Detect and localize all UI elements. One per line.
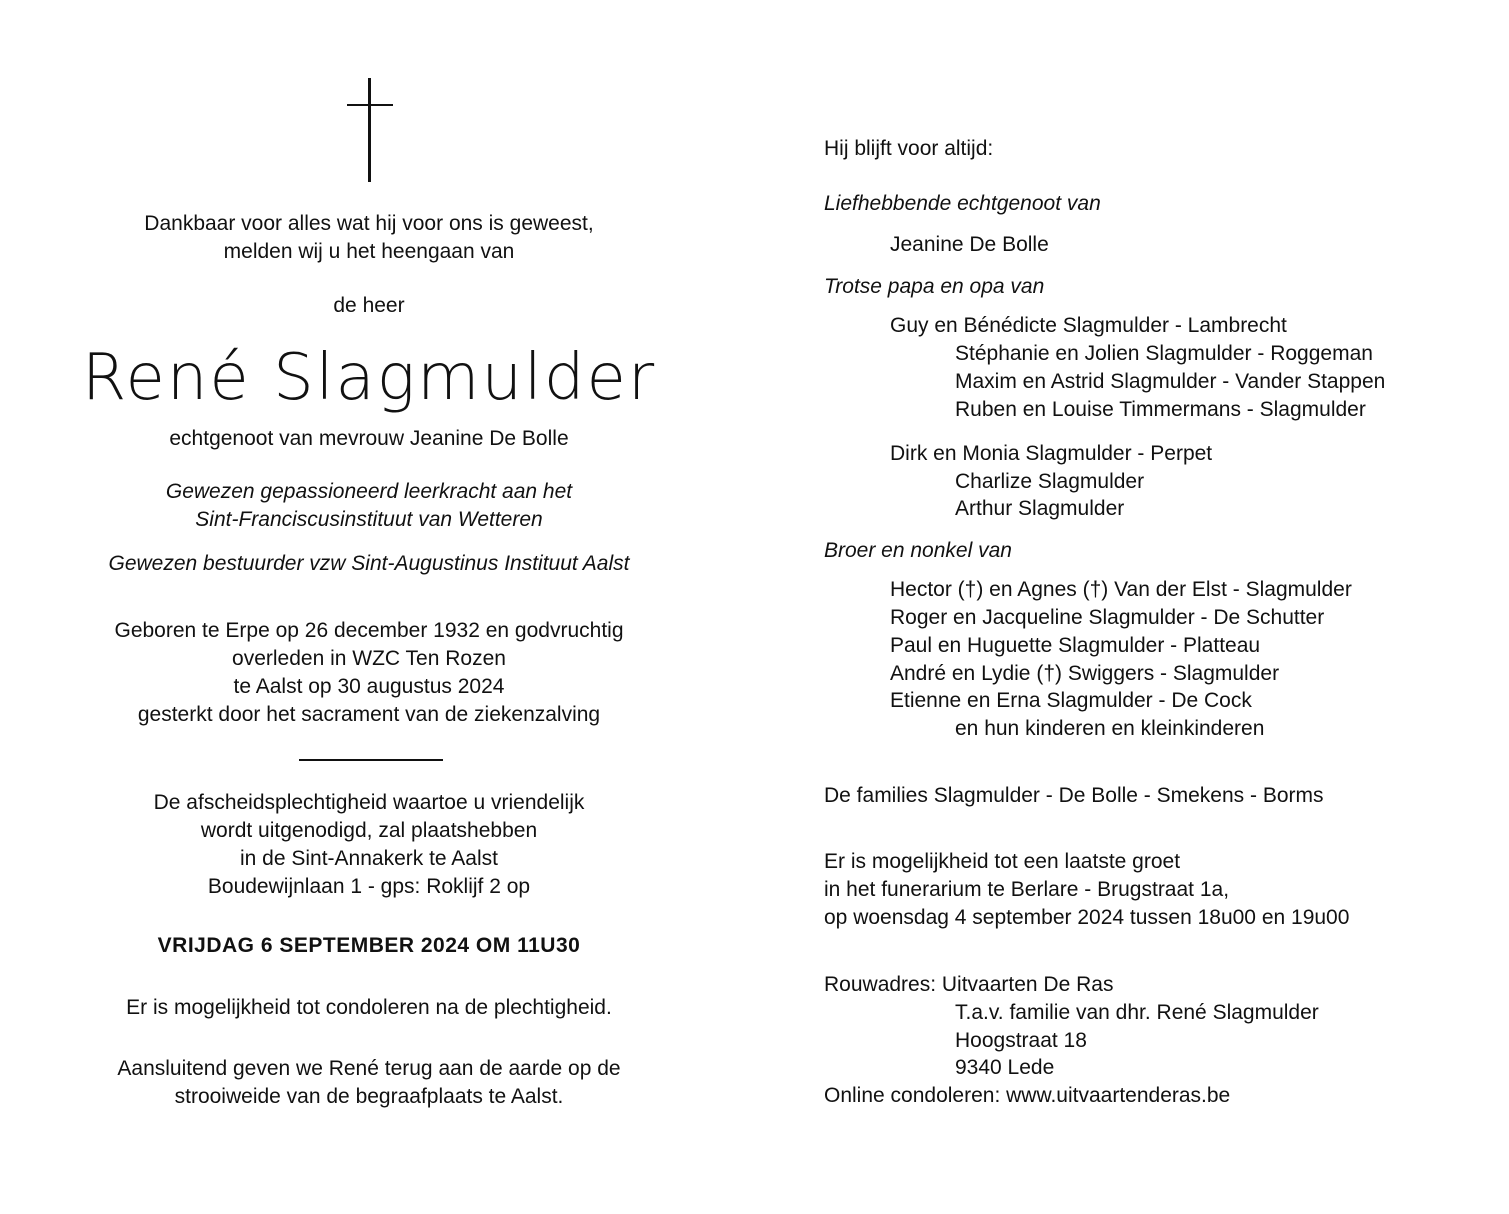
intro-line: melden wij u het heengaan van: [223, 240, 515, 263]
born-line: gesterkt door het sacrament van de ziekenzalving: [137, 703, 601, 726]
role-teacher: [60, 478, 678, 534]
sibling-line: Roger en Jacqueline Slagmulder - De Schutter: [890, 606, 1325, 629]
role-board: Gewezen bestuurder vzw Sint-Augustinus Instituut Aalst: [108, 552, 630, 575]
family-line: Guy en Bénédicte Slagmulder - Lambrecht: [890, 314, 1287, 337]
online-condolence: Online condoleren: www.uitvaartenderas.be: [824, 1084, 1231, 1107]
ceremony-details: [60, 789, 678, 901]
family-line: Dirk en Monia Slagmulder - Perpet: [890, 442, 1213, 465]
families-line: De families Slagmulder - De Bolle - Smekens - Borms: [824, 784, 1324, 807]
ceremony-line: wordt uitgenodigd, zal plaatshebben: [200, 819, 538, 842]
children-label: Trotse papa en opa van: [824, 275, 1045, 298]
born-line: te Aalst op 30 augustus 2024: [233, 675, 505, 698]
spouse-name: Jeanine De Bolle: [890, 233, 1049, 256]
role-line: Sint-Franciscusinstituut van Wetteren: [195, 508, 543, 531]
address-label: Rouwadres: Uitvaarten De Ras: [824, 973, 1114, 996]
title-prefix: de heer: [333, 294, 405, 317]
visit-line: Er is mogelijkheid tot een laatste groet: [824, 850, 1181, 873]
siblings-note: en hun kinderen en kleinkinderen: [955, 717, 1265, 740]
spouse-label: Liefhebbende echtgenoot van: [824, 192, 1101, 215]
grandchild-line: Charlize Slagmulder: [955, 470, 1145, 493]
ceremony-line: in de Sint-Annakerk te Aalst: [240, 847, 498, 870]
grandchild-line: Ruben en Louise Timmermans - Slagmulder: [955, 398, 1366, 421]
family-heading: Hij blijft voor altijd:: [824, 137, 994, 160]
siblings-label: Broer en nonkel van: [824, 539, 1012, 562]
grandchild-line: Stéphanie en Jolien Slagmulder - Roggeman: [955, 342, 1373, 365]
deceased-name: René Slagmulder: [81, 341, 657, 415]
sibling-line: Hector (†) en Agnes (†) Van der Elst - Slagmulder: [890, 578, 1352, 601]
divider: [299, 759, 443, 761]
birth-death-details: [60, 617, 678, 729]
burial-note: [60, 1055, 678, 1111]
burial-line: strooiweide van de begraafplaats te Aalst.: [174, 1085, 564, 1108]
condolence-note: Er is mogelijkheid tot condoleren na de plechtigheid.: [126, 996, 612, 1019]
visit-line: op woensdag 4 september 2024 tussen 18u00 en 19u00: [824, 906, 1350, 929]
spouse-line: echtgenoot van mevrouw Jeanine De Bolle: [169, 427, 569, 450]
role-line: Gewezen gepassioneerd leerkracht aan het: [165, 480, 573, 503]
ceremony-line: Boudewijnlaan 1 - gps: Roklijf 2 op: [207, 875, 531, 898]
visit-line: in het funerarium te Berlare - Brugstraat 1a,: [824, 878, 1230, 901]
cross-icon: [347, 78, 393, 182]
address-line: 9340 Lede: [955, 1056, 1055, 1079]
intro-text: [60, 210, 678, 266]
address-line: T.a.v. familie van dhr. René Slagmulder: [955, 1001, 1319, 1024]
born-line: overleden in WZC Ten Rozen: [232, 647, 506, 670]
sibling-line: André en Lydie (†) Swiggers - Slagmulder: [890, 662, 1280, 685]
sibling-line: Etienne en Erna Slagmulder - De Cock: [890, 689, 1252, 712]
grandchild-line: Arthur Slagmulder: [955, 497, 1125, 520]
intro-line: Dankbaar voor alles wat hij voor ons is geweest,: [144, 212, 594, 235]
ceremony-date: VRIJDAG 6 SEPTEMBER 2024 OM 11U30: [157, 934, 581, 957]
born-line: Geboren te Erpe op 26 december 1932 en godvruchtig: [114, 619, 624, 642]
address-line: Hoogstraat 18: [955, 1029, 1087, 1052]
grandchild-line: Maxim en Astrid Slagmulder - Vander Stappen: [955, 370, 1386, 393]
burial-line: Aansluitend geven we René terug aan de aarde op de: [117, 1057, 621, 1080]
sibling-line: Paul en Huguette Slagmulder - Platteau: [890, 634, 1261, 657]
ceremony-line: De afscheidsplechtigheid waartoe u vriendelijk: [153, 791, 585, 814]
